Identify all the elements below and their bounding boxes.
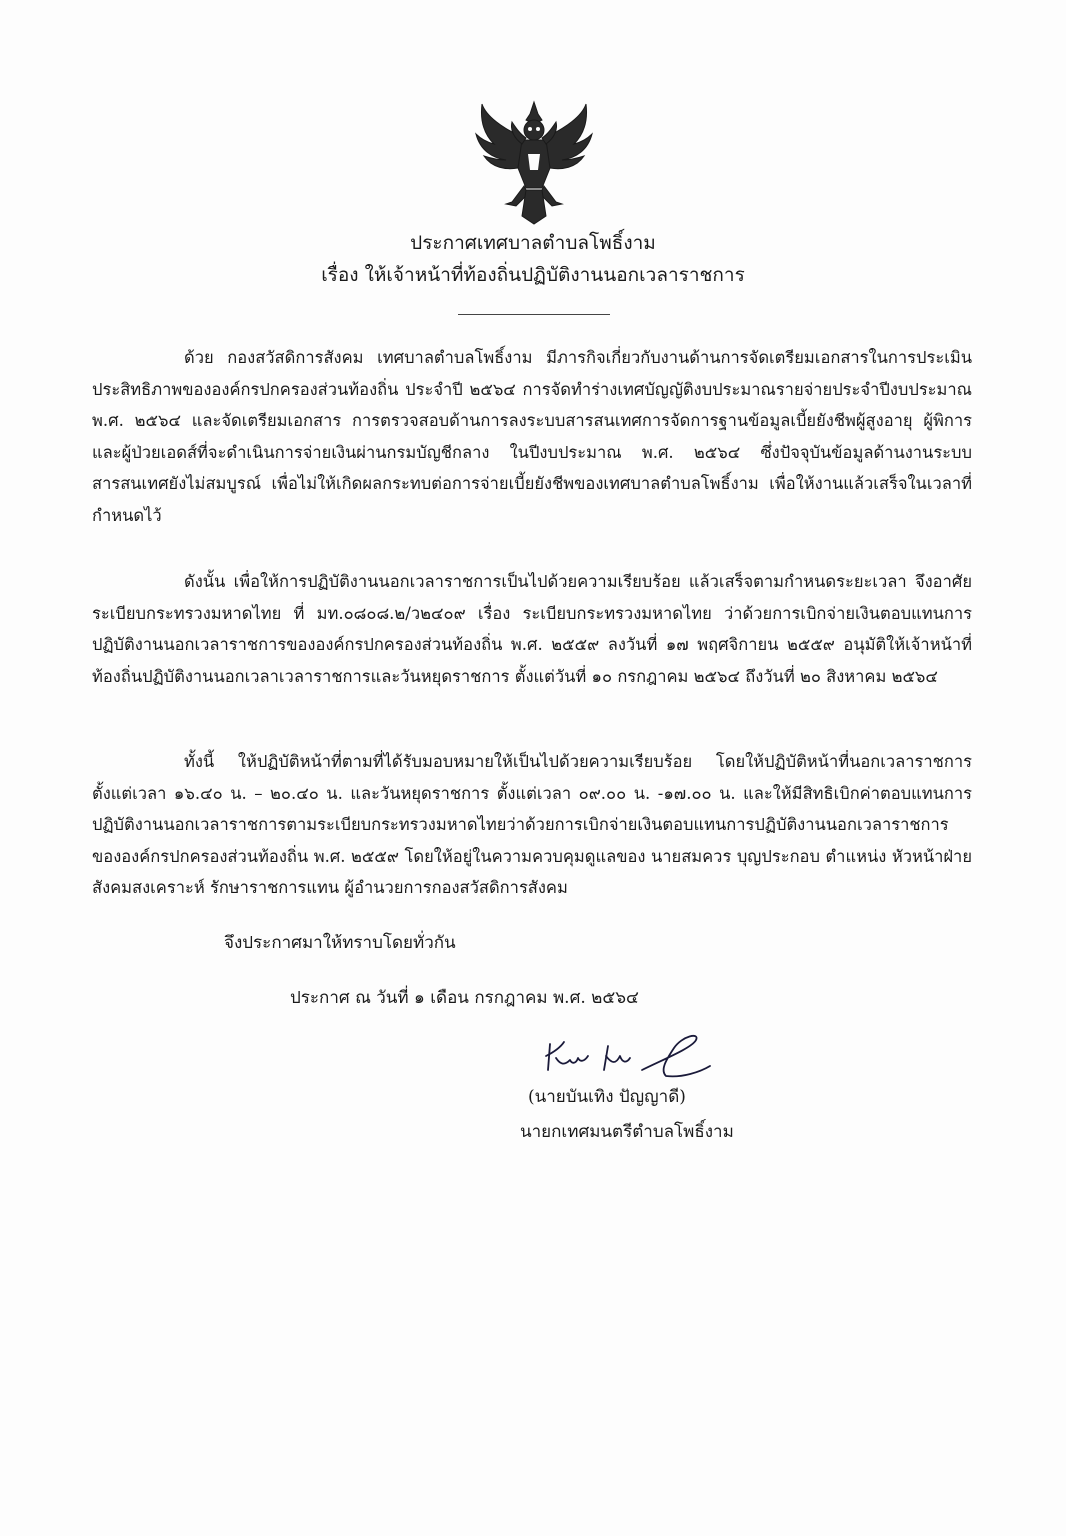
announcement-subject: เรื่อง ให้เจ้าหน้าที่ท้องถิ่นปฏิบัติงานนอกเวลาราชการ: [321, 264, 745, 286]
announcement-date: ประกาศ ณ วันที่ ๑ เดือน กรกฎาคม พ.ศ. ๒๕๖๔: [290, 988, 639, 1008]
announcement-title: ประกาศเทศบาลตำบลโพธิ์งาม: [410, 232, 656, 254]
signer-name: (นายบันเทิง ปัญญาดี): [528, 1087, 686, 1107]
body-paragraph: ด้วย กองสวัสดิการสังคม เทศบาลตำบลโพธิ์งาม มีภารกิจเกี่ยวกับงานด้านการจัดเตรียมเอกสารในการประเมินประสิทธิภาพขององค์กรปกครองส่วนท้องถิ่น ประจำปี ๒๕๖๔ การจัดทำร่างเทศบัญญัติงบประมาณรายจ่ายประจำปีงบประมาณ พ.ศ. ๒๕๖๔ และจัดเตรียมเอกสาร การตรวจสอบด้านการลงระบบสารสนเทศการจัดการฐานข้อมูลเบี้ยยังชีพผู้สูงอายุ ผู้พิการและผู้ป่วยเอดส์ที่จะดำเนินการจ่ายเงินผ่านกรมบัญชีกลาง ในปีงบประมาณ พ.ศ. ๒๕๖๔ ซึ่งปัจจุบันข้อมูลด้านงานระบบสารสนเทศยังไม่สมบูรณ์ เพื่อไม่ให้เกิดผลกระทบต่อการจ่ายเบี้ยยังชีพของเทศบาลตำบลโพธิ์งาม เพื่อให้งานแล้วเสร็จในเวลาที่กำหนดไว้: [92, 348, 972, 525]
closing-statement: จึงประกาศมาให้ทราบโดยทั่วกัน: [224, 933, 456, 953]
title-divider: [458, 314, 610, 315]
signer-title: นายกเทศมนตรีตำบลโพธิ์งาม: [520, 1122, 734, 1142]
handwritten-signature: [542, 1030, 712, 1080]
garuda-emblem-icon: [472, 98, 596, 228]
body-paragraph: ดังนั้น เพื่อให้การปฏิบัติงานนอกเวลาราชการเป็นไปด้วยความเรียบร้อย แล้วเสร็จตามกำหนดระยะเวลา จึงอาศัยระเบียบกระทรวงมหาดไทย ที่ มท.๐๘๐๘.๒/ว๒๔๐๙ เรื่อง ระเบียบกระทรวงมหาดไทย ว่าด้วยการเบิกจ่ายเงินตอบแทนการปฏิบัติงานนอกเวลาราชการขององค์กรปกครองส่วนท้องถิ่น พ.ศ. ๒๕๕๙ ลงวันที่ ๑๗ พฤศจิกายน ๒๕๕๙ อนุมัติให้เจ้าหน้าที่ท้องถิ่นปฏิบัติงานนอกเวลาเวลาราชการและวันหยุดราชการ ตั้งแต่วันที่ ๑๐ กรกฎาคม ๒๕๖๔ ถึงวันที่ ๒๐ สิงหาคม ๒๕๖๔: [92, 572, 972, 686]
body-paragraph: ทั้งนี้ ให้ปฏิบัติหน้าที่ตามที่ได้รับมอบหมายให้เป็นไปด้วยความเรียบร้อย โดยให้ปฏิบัติหน้าที่นอกเวลาราชการ ตั้งแต่เวลา ๑๖.๔๐ น. – ๒๐.๔๐ น. และวันหยุดราชการ ตั้งแต่เวลา ๐๙.๐๐ น. -๑๗.๐๐ น. และให้มีสิทธิเบิกค่าตอบแทนการปฏิบัติงานนอกเวลาราชการตามระเบียบกระทรวงมหาดไทยว่าด้วยการเบิกจ่ายเงินตอบแทนการปฏิบัติงานนอกเวลาราชการขององค์กรปกครองส่วนท้องถิ่น พ.ศ. ๒๕๕๙ โดยให้อยู่ในความควบคุมดูแลของ นายสมควร บุญประกอบ ตำแหน่ง หัวหน้าฝ่ายสังคมสงเคราะห์ รักษาราชการแทน ผู้อำนวยการกองสวัสดิการสังคม: [92, 752, 972, 898]
